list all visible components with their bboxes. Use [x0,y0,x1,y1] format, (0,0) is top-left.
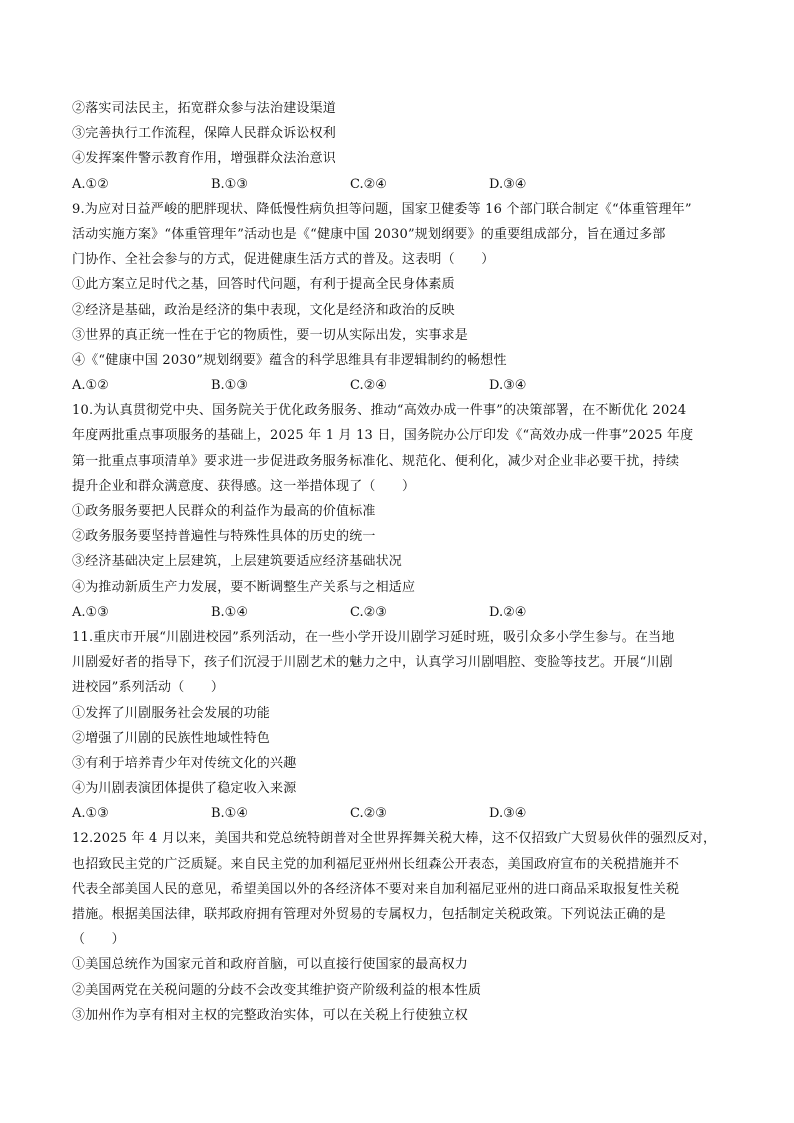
q12-item-3: ③加州作为享有相对主权的完整政治实体，可以在关税上行使独立权 [72,1007,469,1023]
q11-item-3: ③有利于培养青少年对传统文化的兴趣 [72,755,297,771]
q12-stem-line: 代表全部美国人民的意见，希望美国以外的各经济体不要对来自加利福尼亚州的进口商品采取报复性关税 [72,881,680,897]
q11-option-c[interactable]: C.②③ [350,806,387,822]
q8-option-d[interactable]: D.③④ [489,176,527,192]
q8-option-a[interactable]: A.①② [72,176,109,192]
q10-option-d[interactable]: D.②④ [489,604,527,620]
q10-option-a[interactable]: A.①③ [72,604,109,620]
question-8 [72,96,732,197]
question-9 [72,197,732,399]
q12-stem-line: 也招致民主党的广泛质疑。来自民主党的加利福尼亚州州长纽森公开表态，美国政府宣布的关税措施并不 [72,856,680,872]
q8-item-4: ④发挥案件警示教育作用，增强群众法治意识 [72,151,337,167]
exam-page [72,96,732,1028]
q8-item-3: ③完善执行工作流程，保障人民群众诉讼权利 [72,126,337,142]
q10-option-c[interactable]: C.②③ [350,604,387,620]
q9-item-2: ②经济是基础，政治是经济的集中表现，文化是经济和政治的反映 [72,302,455,318]
q10-item-1: ①政务服务要把人民群众的利益作为最高的价值标准 [72,504,376,519]
q11-item-2: ②增强了川剧的民族性地域性特色 [72,730,271,746]
q11-item-1: ①发挥了川剧服务社会发展的功能 [72,705,271,721]
q10-option-b[interactable]: B.①④ [211,604,248,620]
q10-stem-line: 10.为认真贯彻党中央、国务院关于优化政务服务、推动“高效办成一件事”的决策部署，在不断优化 2024 [72,403,687,419]
q10-item-2: ②政务服务要坚持普遍性与特殊性具体的历史的统一 [72,529,376,545]
q12-item-1: ①美国总统作为国家元首和政府首脑，可以直接行使国家的最高权力 [72,957,469,973]
q10-item-4: ④为推动新质生产力发展，要不断调整生产关系与之相适应 [72,579,416,595]
q12-stem-line: （ ） [72,932,125,948]
q11-option-a[interactable]: A.①③ [72,806,109,822]
q10-stem-line: 年度两批重点事项服务的基础上，2025 年 1 月 13 日，国务院办公厅印发《“高效办成一件事”2025 年度 [72,428,694,444]
q9-item-1: ①此方案立足时代之基，回答时代问题，有利于提高全民身体素质 [72,277,455,293]
q12-stem-line: 12.2025 年 4 月以来，美国共和党总统特朗普对全世界挥舞关税大棒，这不仅招致广大贸易伙伴的强烈反对， [72,831,717,847]
q11-options [72,801,732,826]
q11-stem-line: 进校园”系列活动（ ） [72,680,225,696]
q11-stem-line: 11.重庆市开展“川剧进校园”系列活动，在一些小学开设川剧学习延时班，吸引众多小学生参与。在当地 [72,629,675,645]
question-11 [72,625,732,827]
q8-option-c[interactable]: C.②④ [350,176,387,192]
q9-stem-line: 活动实施方案》“体重管理年”活动也是《“健康中国 2030”规划纲要》的重要组成部分，旨在通过多部 [72,226,666,242]
q8-option-b[interactable]: B.①③ [211,176,248,192]
q9-stem-line: 9.为应对日益严峻的肥胖现状、降低慢性病负担等问题，国家卫健委等 16 个部门联合制定《“体重管理年” [72,201,692,217]
q10-stem-line: 第一批重点事项清单》要求进一步促进政务服务标准化、规范化、便利化，减少对企业非必要干扰，持续 [72,453,680,469]
q9-options [72,373,732,398]
q9-item-4: ④《“健康中国 2030”规划纲要》蕴含的科学思维具有非逻辑制约的畅想性 [72,352,507,368]
question-12 [72,826,732,1028]
q11-item-4: ④为川剧表演团体提供了稳定收入来源 [72,781,297,797]
q9-option-c[interactable]: C.②④ [350,378,387,394]
q8-options [72,172,732,197]
question-10 [72,398,732,625]
q11-option-b[interactable]: B.①④ [211,806,248,822]
q12-stem-line: 措施。根据美国法律，联邦政府拥有管理对外贸易的专属权力，包括制定关税政策。下列说法正确的是 [72,907,667,922]
q9-option-b[interactable]: B.①③ [211,378,248,394]
q10-item-3: ③经济基础决定上层建筑，上层建筑要适应经济基础状况 [72,554,403,570]
q10-stem-line: 提升企业和群众满意度、获得感。这一举措体现了（ ） [72,478,416,494]
q11-stem-line: 川剧爱好者的指导下，孩子们沉浸于川剧艺术的魅力之中，认真学习川剧唱腔、变脸等技艺。开展“川剧 [72,655,673,671]
q10-options [72,600,732,625]
q12-item-2: ②美国两党在关税问题的分歧不会改变其维护资产阶级利益的根本性质 [72,982,482,998]
q9-item-3: ③世界的真正统一性在于它的物质性，要一切从实际出发，实事求是 [72,327,469,343]
q9-stem-line: 门协作、全社会参与的方式，促进健康生活方式的普及。这表明（ ） [72,252,495,268]
q11-option-d[interactable]: D.③④ [489,806,527,822]
q9-option-d[interactable]: D.③④ [489,378,527,394]
q9-option-a[interactable]: A.①② [72,378,109,394]
q8-item-2: ②落实司法民主，拓宽群众参与法治建设渠道 [72,101,337,116]
